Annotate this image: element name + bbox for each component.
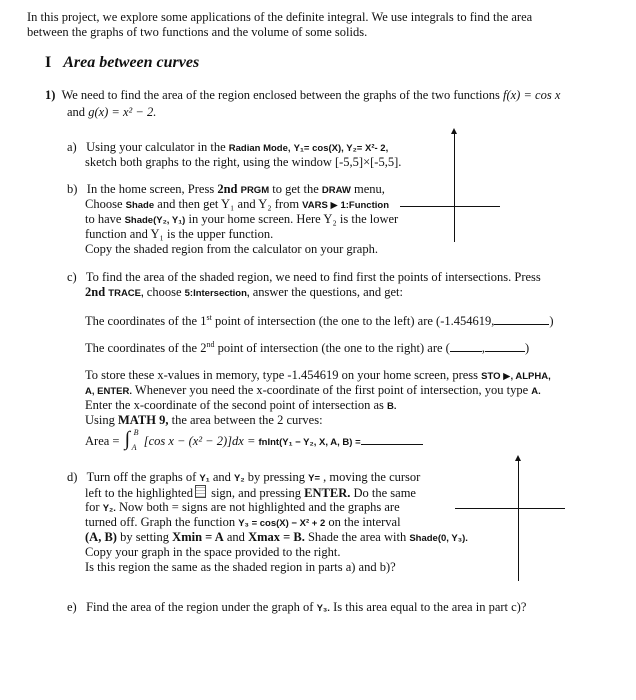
y-functions: Y₁= cos(X), Y₂= X²- 2, [293, 143, 389, 154]
part-b-line-3 [85, 212, 398, 227]
part-a-line-2: sketch both graphs to the right, using the window [-5,5]×[-5,5]. [85, 155, 402, 169]
key-vars-function: VARS ▶ 1:Function [302, 200, 389, 211]
d-text-6: Do the same [353, 486, 416, 500]
c-text-1: To find the area of the shaded region, we need to find first the points of intersections. Press [85, 270, 541, 284]
area-answer-blank[interactable] [361, 444, 423, 445]
d-text-8: turned off. Graph the function [85, 515, 236, 529]
key-y-equals: Y= [308, 473, 320, 484]
key-sto-alpha: STO ▶, ALPHA, [481, 371, 551, 382]
x-axis [400, 206, 500, 207]
section-heading [45, 54, 199, 72]
part-d-line-1 [67, 470, 420, 485]
part-d-line-3 [85, 500, 400, 515]
key-enter: ENTER. [304, 486, 351, 500]
part-d-label: d) [67, 470, 78, 484]
shade-command: Shade(Y₂, Y₁) [124, 215, 186, 226]
d-text-2: by pressing [247, 470, 305, 484]
store-line-1 [85, 368, 551, 383]
d-y2-b: Y₂. [102, 503, 116, 514]
store-line-2 [85, 383, 541, 398]
c-choose: choose [146, 285, 182, 299]
store-text-4: the area between the 2 curves: [171, 413, 323, 427]
store-text-3: Enter the x-coordinate of the second point of intersection as [85, 398, 384, 412]
part-a-text: Using your calculator in the [86, 140, 226, 154]
d-by-setting: by setting [120, 530, 170, 544]
key-trace: TRACE, [108, 288, 144, 299]
intro-line-2: between the graphs of two functions and the volume of some solids. [27, 25, 368, 39]
d-and-2: and [226, 530, 245, 544]
b-choose: Choose [85, 197, 123, 211]
coord-2-close: ) [524, 341, 530, 356]
d-text-5: sign, and pressing [211, 486, 302, 500]
part-c-label: c) [67, 270, 77, 284]
coord-2-sup: nd [206, 340, 215, 349]
xmin-setting: Xmin = A [172, 530, 224, 544]
intro-line-1: In this project, we explore some applications of the definite integral. We use integrals to find the area [27, 10, 533, 24]
d-text-7: Now both = signs are not highlighted and the graphs are [119, 500, 400, 514]
coord-2-comma: , [481, 341, 485, 356]
part-d-line-6: Copy your graph in the space provided to the right. [85, 545, 341, 559]
d-text-1: Turn off the graphs of [86, 470, 197, 484]
d-text-10: Shade the area with [307, 530, 407, 544]
b-text-1: In the home screen, Press [86, 182, 215, 196]
part-b-line-2 [85, 197, 389, 212]
g-function: g(x) = x² − 2. [88, 105, 157, 119]
xmax-setting: Xmax = B. [248, 530, 305, 544]
integrand: [cos x − (x² − 2)]dx = [143, 434, 256, 448]
d-text-4: left to the highlighted [85, 486, 193, 500]
key-shade: Shade [125, 200, 155, 211]
store-text-1: To store these x-values in memory, type -1.454619 on your home screen, press [85, 368, 479, 382]
key-b: B. [386, 401, 397, 412]
section-number: I [45, 54, 52, 71]
interval-ab: (A, B) [85, 530, 117, 544]
d-for: for [85, 500, 100, 514]
d-text-9: on the interval [328, 515, 401, 529]
coord-2-line [85, 340, 529, 356]
problem-1-line-1 [45, 88, 560, 103]
part-a-line-1 [67, 140, 388, 155]
coord-1-close: ) [549, 314, 554, 329]
graph-axes-d [455, 455, 565, 580]
e-text-2: Is this area equal to the area in part c)? [333, 600, 527, 614]
d-y2: Y₂ [234, 473, 245, 484]
key-math-9: MATH 9, [118, 413, 169, 427]
part-b-line-1 [67, 182, 385, 197]
coord-1-line [85, 313, 554, 329]
integral-upper-limit: B [133, 428, 139, 437]
integral-symbol: ∫ [124, 428, 131, 450]
store-line-3 [85, 398, 396, 413]
y-axis-d [518, 459, 519, 581]
integral-lower-limit: A [131, 443, 137, 452]
coord-1-sup: st [206, 313, 212, 322]
part-c-line-2 [85, 285, 403, 300]
fnint-command: fnInt(Y₁ − Y₂, X, A, B) = [258, 437, 361, 448]
part-b-line-4: function and Y₁ is the upper function. [85, 227, 274, 241]
part-d-line-7: Is this region the same as the shaded region in parts a) and b)? [85, 560, 396, 574]
part-e-label: e) [67, 600, 77, 614]
c-text-2: answer the questions, and get: [252, 285, 403, 299]
highlighted-equals-icon [195, 485, 206, 498]
d-y1: Y₁ [199, 473, 210, 484]
coord-2-x-blank[interactable] [450, 351, 482, 352]
graph-axes-ab [400, 128, 500, 238]
integral-sign [123, 428, 141, 452]
key-a: A. [531, 386, 541, 397]
y3-function: Y₃ = cos(X) − X² + 2 [238, 518, 326, 529]
key-intersection: 5:Intersection, [184, 288, 250, 299]
key-2nd: 2nd [217, 182, 238, 196]
part-e-line [67, 600, 526, 615]
b-text-4: and then get Y₁ and Y₂ from [157, 197, 300, 211]
coord-1-y-blank[interactable] [494, 324, 549, 325]
shade-y3-command: Shade(0, Y₃). [409, 533, 468, 544]
e-y3: Y₃. [316, 603, 330, 614]
coord-1-text-b: point of intersection (the one to the left) are (-1.454619, [214, 314, 495, 329]
problem-number: 1) [45, 88, 56, 102]
b-text-2: to get the [272, 182, 319, 196]
d-text-3: , moving the cursor [323, 470, 421, 484]
section-title: Area between curves [63, 54, 200, 71]
e-text-1: Find the area of the region under the graph of [86, 600, 314, 614]
part-c-line-1 [67, 270, 541, 285]
store-line-4 [85, 413, 323, 428]
area-label: Area = [85, 434, 120, 448]
part-b-label: b) [67, 182, 78, 196]
part-d-line-2 [85, 485, 416, 501]
key-a-enter: A, ENTER. [85, 386, 132, 397]
part-a-label: a) [67, 140, 77, 154]
b-text-3: menu, [354, 182, 385, 196]
coord-2-y-blank[interactable] [485, 351, 525, 352]
coord-1-text-a: The coordinates of the 1 [85, 314, 207, 329]
key-2nd-c: 2nd [85, 285, 106, 299]
d-and: and [212, 470, 231, 484]
part-d-line-5 [85, 530, 468, 545]
part-d-line-4 [85, 515, 401, 530]
radian-mode: Radian Mode, [228, 143, 291, 154]
area-formula [85, 428, 423, 452]
using-word: Using [85, 413, 115, 427]
problem-1-line-2 [67, 105, 156, 120]
part-b-line-5: Copy the shaded region from the calculator on your graph. [85, 242, 378, 256]
coord-2-text-a: The coordinates of the 2 [85, 341, 207, 356]
x-axis-d [455, 508, 565, 509]
store-text-2: Whenever you need the x-coordinate of the first point of intersection, you type [134, 383, 529, 397]
key-draw: DRAW [321, 185, 351, 196]
key-prgm: PRGM [240, 185, 270, 196]
y-axis [454, 132, 455, 242]
b-text-5: in your home screen. Here Y₂ is the lower [188, 212, 399, 226]
and-word: and [67, 105, 86, 119]
problem-1-text: We need to find the area of the region enclosed between the graphs of the two functions [61, 88, 500, 102]
coord-2-text-b: point of intersection (the one to the right) are ( [217, 341, 450, 356]
f-function: f(x) = cos x [503, 88, 561, 102]
b-to-have: to have [85, 212, 122, 226]
